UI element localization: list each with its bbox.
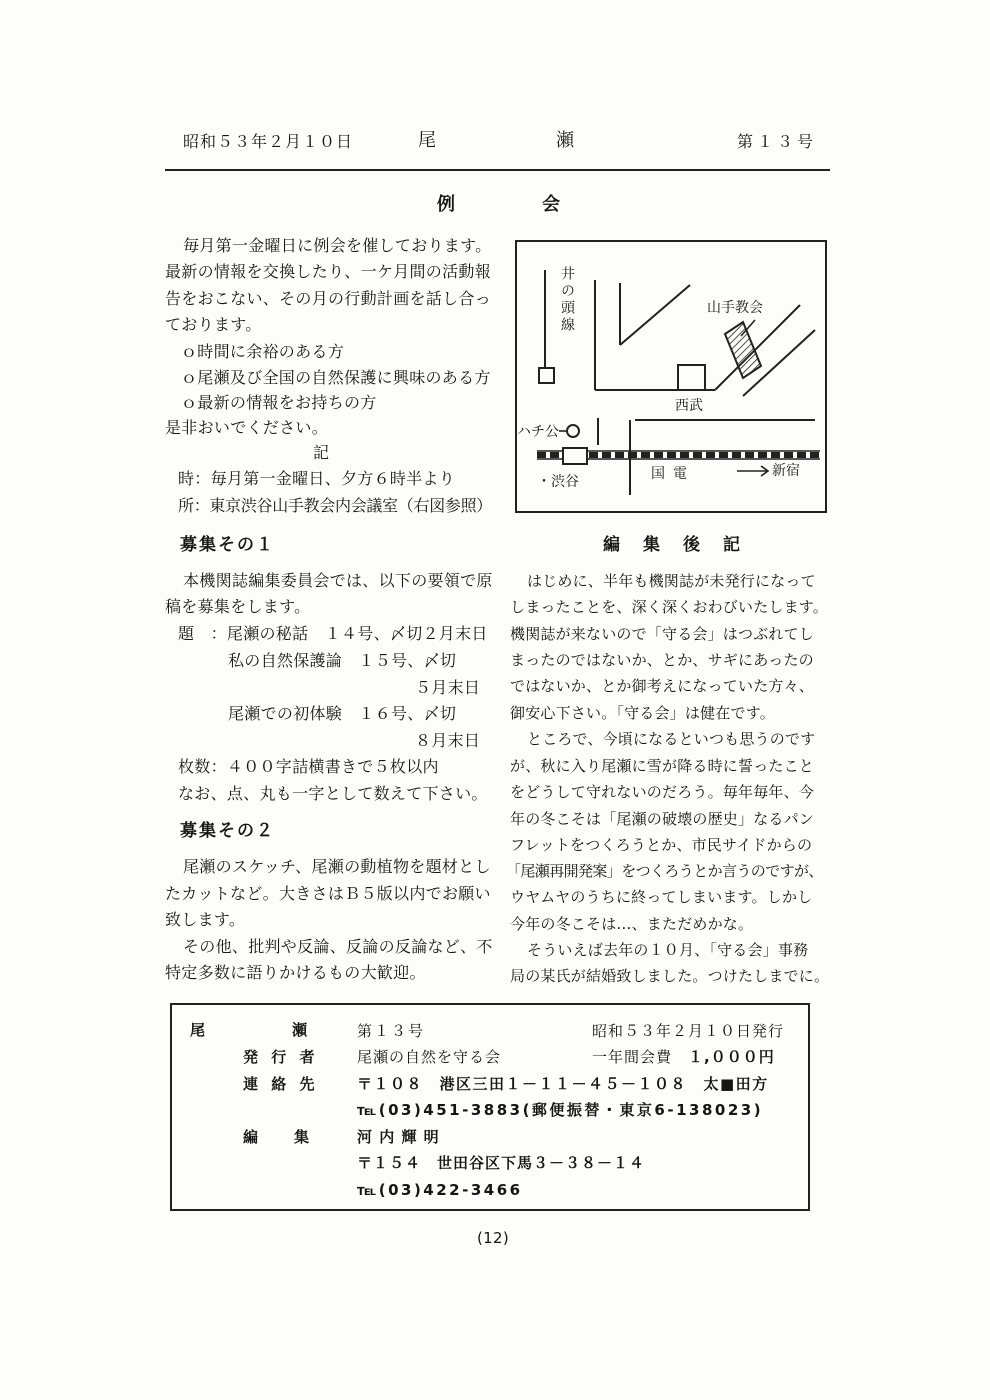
meeting-time: 時：毎月第一金曜日、夕方６時半より <box>178 469 456 488</box>
colophon-editor-address: 〒１５４ 世田谷区下馬３－３８－１４ <box>357 1154 646 1172</box>
colophon-editor-label: 編 集 <box>243 1128 312 1146</box>
editor-note-line: ウヤムヤのうちに終ってしまいます。しかし <box>510 888 813 906</box>
meeting-ki-mark: 記 <box>313 443 330 462</box>
meeting-closing: 是非おいでください。 <box>165 418 329 437</box>
recruit2-line: 尾瀬のスケッチ、尾瀬の動植物を題材とし <box>183 857 491 876</box>
colophon-contact-address: 〒１０８ 港区三田１－１１－４５－１０８ 太■田方 <box>357 1075 769 1093</box>
recruit1-subject: 私の自然保護論 １５号、〆切 <box>228 651 457 670</box>
recruit2-heading: 募集その２ <box>180 821 275 841</box>
issue-number: 第１３号 <box>737 132 818 151</box>
colophon-contact-label: 連 絡 先 <box>243 1075 319 1093</box>
recruit2-line: その他、批判や反論、反論の反論など、不 <box>183 937 493 956</box>
map-label-church: 山手教会 <box>707 300 763 316</box>
editor-note-line: 機関誌が来ないので「守る会」はつぶれてし <box>510 625 815 643</box>
recruit1-count: 枚数：４００字詰横書きで５枚以内 <box>178 757 439 776</box>
editor-note-line: をどうして守れないのだろう。毎年毎年、今 <box>510 783 815 801</box>
editor-note-line: しまったことを、深く深くおわびいたします。 <box>510 598 829 616</box>
recruit2-line: 致します。 <box>165 910 246 929</box>
meeting-place: 所：東京渋谷山手教会内会議室（右図参照） <box>178 496 493 515</box>
map-label-kokuden: 国電 <box>651 466 695 482</box>
colophon-fee-label: 一年間会費 <box>592 1048 673 1066</box>
recruit1-subject: 題 ：尾瀬の秘話 １４号、〆切２月末日 <box>178 624 488 643</box>
meeting-bullet: ｏ最新の情報をお持ちの方 <box>181 393 377 412</box>
editor-note-line: 御安心下さい。「守る会」は健在です。 <box>510 704 775 722</box>
map-inokashira-station <box>539 368 554 383</box>
editor-note-line: ではないか、とか御考えになっていた方々、 <box>510 677 815 695</box>
meeting-line: 告をおこない、その月の行動計画を話し合っ <box>165 289 492 308</box>
colophon-published: 昭和５３年２月１０日発行 <box>592 1022 785 1040</box>
editor-note-line: まったのではないか、とか、サギにあったの <box>510 651 814 669</box>
map-label-hachiko: ハチ公 <box>517 424 559 440</box>
recruit1-line: 本機関誌編集委員会では、以下の要領で原 <box>183 571 493 590</box>
editor-note-line: そういえば去年の１０月、「守る会」事務 <box>527 941 809 959</box>
meeting-line: ております。 <box>165 315 262 334</box>
editor-note-line: はじめに、半年も機関誌が未発行になって <box>527 572 816 590</box>
colophon-editor-tel: ℡(03)422-3466 <box>357 1181 523 1199</box>
map-label-shibuya: ・渋谷 <box>537 474 579 490</box>
colophon-publisher: 尾瀬の自然を守る会 <box>357 1048 502 1066</box>
editor-note-line: 「尾瀬再開発案」をつくろうとか言うのですが、 <box>506 862 823 880</box>
editor-note-line: 今年の冬こそは…、まただめかな。 <box>510 915 754 933</box>
editor-note-line: フレットをつくろうとか、市民サイドからの <box>510 836 813 854</box>
meeting-bullet: ｏ尾瀬及び全国の自然保護に興味のある方 <box>181 368 491 387</box>
map-seibu-building <box>678 365 705 390</box>
venue-map <box>515 240 827 513</box>
colophon-publisher-label: 発 行 者 <box>243 1048 319 1066</box>
recruit1-line: 稿を募集をします。 <box>165 597 311 616</box>
colophon-title-char-2: 瀬 <box>292 1021 309 1039</box>
meeting-line: 毎月第一金曜日に例会を催しております。 <box>183 236 492 255</box>
editor-note-line: が、秋に入り尾瀬に雪が降る時に誓ったこと <box>510 757 815 775</box>
map-label-inokashira: 井の頭線 <box>559 266 575 334</box>
issue-date: 昭和５３年２月１０日 <box>183 132 354 151</box>
map-hachiko-marker <box>567 425 579 437</box>
colophon-editor: 河 内 輝 明 <box>357 1128 440 1146</box>
meeting-line: 最新の情報を交換したり、一ケ月間の活動報 <box>165 262 492 281</box>
header-rule <box>165 169 830 171</box>
map-shibuya-station <box>563 448 587 464</box>
recruit1-heading: 募集その１ <box>180 535 275 555</box>
map-street <box>715 305 800 390</box>
recruit1-deadline: ５月末日 <box>415 678 481 697</box>
map-street <box>620 285 690 345</box>
map-label-seibu: 西武 <box>675 398 703 414</box>
meeting-title: 例 会 <box>437 194 577 215</box>
recruit1-note: なお、点、丸も一字として数えて下さい。 <box>178 784 488 803</box>
editor-note-line: 局の某氏が結婚致しました。つけたしまでに。 <box>510 967 830 985</box>
meeting-bullet: ｏ時間に余裕のある方 <box>181 342 345 361</box>
recruit1-deadline: ８月末日 <box>415 731 481 750</box>
recruit2-line: 特定多数に語りかけるもの大歓迎。 <box>165 963 426 982</box>
colophon-title-char-1: 尾 <box>190 1021 207 1039</box>
newsletter-title-char-1: 尾 <box>418 130 437 151</box>
editor-note-title: 編 集 後 記 <box>603 535 743 555</box>
colophon-contact-tel: ℡(03)451-3883(郵便振替・東京6-138023) <box>357 1101 764 1119</box>
editor-note-line: ところで、今頃になるといつも思うのです <box>527 730 816 748</box>
colophon-fee: １,０００円 <box>688 1048 775 1066</box>
recruit1-subject: 尾瀬での初体験 １６号、〆切 <box>228 704 457 723</box>
map-label-shinjuku: 新宿 <box>772 463 800 479</box>
page-number: (12) <box>477 1229 509 1247</box>
newsletter-title-char-2: 瀬 <box>556 130 575 151</box>
colophon-issue: 第１３号 <box>357 1022 426 1040</box>
recruit2-line: たカットなど。大きさはＢ５版以内でお願い <box>165 884 491 903</box>
editor-note-line: 年の冬こそは「尾瀬の破壊の歴史」なるパン <box>510 810 815 828</box>
